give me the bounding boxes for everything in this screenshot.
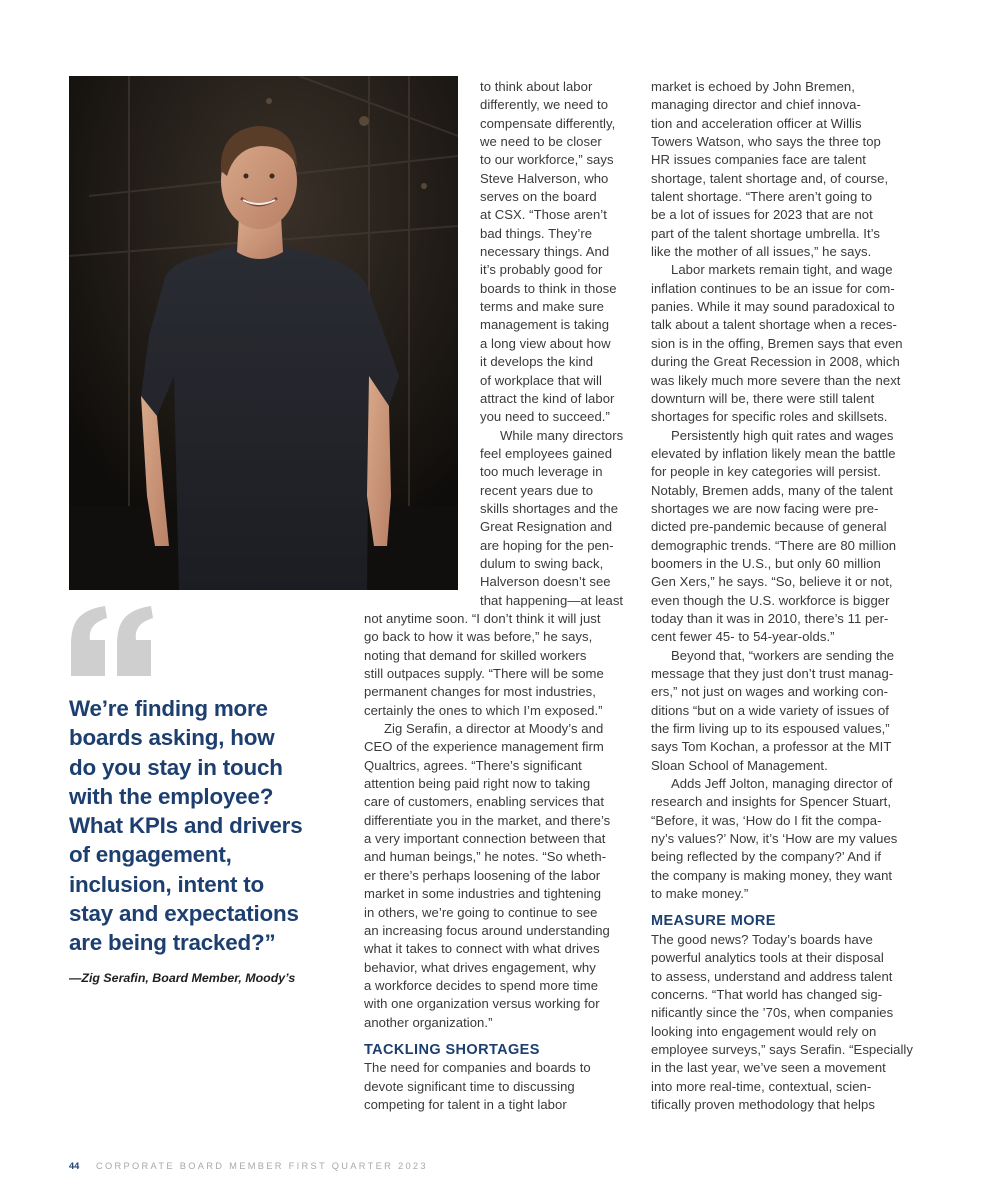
text-line: The need for companies and boards to	[364, 1060, 591, 1076]
text-line: permanent changes for most industries,	[364, 684, 596, 700]
text-line: bad things. They’re	[480, 225, 593, 241]
page-number: 44	[69, 1161, 80, 1171]
pull-quote-line: do you stay in touch	[69, 754, 283, 780]
text-line: Adds Jeff Jolton, managing director of	[671, 776, 893, 792]
text-line: boomers in the U.S., but only 60 million	[651, 555, 881, 571]
text-line: inflation continues to be an issue for com-	[651, 280, 895, 296]
text-line: research and insights for Spencer Stuart,	[651, 794, 892, 810]
text-line: it’s probably good for	[480, 262, 603, 278]
text-line: concerns. “That world has changed sig-	[651, 986, 883, 1002]
text-line: too much leverage in	[480, 464, 603, 480]
text-line: competing for talent in a tight labor	[364, 1096, 567, 1112]
text-line: and human beings,” he notes. “So wheth-	[364, 849, 607, 865]
text-line: the firm living up to its espoused values,”	[651, 721, 890, 737]
text-line: differently, we need to	[480, 97, 609, 113]
text-line: The good news? Today’s boards have	[651, 931, 873, 947]
text-line: says Tom Kochan, a professor at the MIT	[651, 739, 892, 755]
text-line: tifically proven methodology that helps	[651, 1096, 875, 1112]
text-line: was likely much more severe than the next	[651, 372, 901, 388]
text-line: that happening—at least	[480, 592, 624, 608]
subhead-measure-more: MEASURE MORE	[651, 913, 776, 930]
portrait-photo	[69, 76, 458, 590]
text-line: to make money.”	[651, 886, 749, 902]
text-line: Labor markets remain tight, and wage	[671, 262, 893, 278]
pull-quote-line: boards asking, how	[69, 725, 275, 751]
text-line: Sloan School of Management.	[651, 757, 828, 773]
text-line: behavior, what drives engagement, why	[364, 959, 596, 975]
text-line: Halverson doesn’t see	[480, 574, 611, 590]
portrait-illustration	[69, 76, 458, 590]
text-line: panies. While it may sound paradoxical to	[651, 299, 895, 315]
text-line: sion is in the offing, Bremen says that even	[651, 335, 903, 351]
text-line: during the Great Recession in 2008, which	[651, 354, 900, 370]
text-line: Steve Halverson, who	[480, 170, 609, 186]
text-line: shortage, talent shortage and, of course,	[651, 170, 889, 186]
text-line: talk about a talent shortage when a reces-	[651, 317, 897, 333]
text-line: to our workforce,” says	[480, 152, 614, 168]
article-column-narrow	[480, 78, 640, 610]
text-line: Qualtrics, agrees. “There’s significant	[364, 757, 582, 773]
text-line: today than it was in 2010, there’s 11 per-	[651, 610, 889, 626]
text-line: Persistently high quit rates and wages	[671, 427, 894, 443]
text-line: While many directors	[500, 427, 624, 443]
pull-quote-line: with the employee?	[69, 783, 274, 809]
text-line: skills shortages and the	[480, 500, 619, 516]
text-line: recent years due to	[480, 482, 594, 498]
text-line: into more real-time, contextual, scien-	[651, 1078, 872, 1094]
text-line: market is echoed by John Bremen,	[651, 79, 855, 94]
text-line: message that they just don’t trust manag-	[651, 666, 894, 681]
text-line: employee surveys,” says Serafin. “Especially	[651, 1041, 913, 1057]
publication-name: CORPORATE BOARD MEMBER FIRST QUARTER 2023	[95, 1161, 428, 1171]
text-line: Great Resignation and	[480, 519, 613, 535]
pull-quote-attribution: —Zig Serafin, Board Member, Moody’s	[69, 971, 296, 985]
text-line: looking into engagement would rely on	[651, 1023, 877, 1039]
text-line: certainly the ones to which I’m exposed.”	[364, 702, 603, 718]
text-line: Beyond that, “workers are sending the	[671, 647, 895, 663]
text-line: a very important connection between that	[364, 831, 606, 847]
quote-mark-icon	[67, 600, 157, 695]
text-line: ers,” not just on wages and working con-	[651, 684, 889, 700]
article-column-middle	[364, 610, 640, 1114]
pull-quote-line: What KPIs and drivers	[69, 813, 303, 839]
text-line: elevated by inflation likely mean the battle	[651, 445, 896, 461]
text-line: at CSX. “Those aren’t	[480, 207, 607, 223]
text-line: even though the U.S. workforce is bigger	[651, 592, 890, 608]
text-line: care of customers, enabling services that	[364, 794, 605, 810]
text-line: in others, we’re going to continue to see	[364, 904, 598, 920]
text-line: like the mother of all issues,” he says.	[651, 244, 872, 260]
text-line: a workforce decides to spend more time	[364, 977, 599, 993]
text-line: downturn will be, there were still talent	[651, 390, 875, 406]
text-line: dicted pre-pandemic because of general	[651, 519, 887, 535]
text-line: feel employees gained	[480, 445, 613, 461]
text-line: noting that demand for skilled workers	[364, 647, 587, 663]
text-line: to think about labor	[480, 79, 593, 94]
pull-quote-line: stay and expectations	[69, 901, 299, 927]
text-line: managing director and chief innova-	[651, 97, 861, 113]
pull-quote	[69, 694, 339, 958]
pull-quote-line: of engagement,	[69, 842, 232, 868]
text-line: Notably, Bremen adds, many of the talent	[651, 482, 893, 498]
text-line: attract the kind of labor	[480, 390, 615, 406]
text-line: boards to think in those	[480, 280, 617, 296]
text-line: shortages for specific roles and skillsets.	[651, 409, 888, 425]
pull-quote-line: inclusion, intent to	[69, 871, 265, 897]
text-line: Gen Xers,” he says. “So, believe it or not,	[651, 574, 893, 590]
pull-quote-line: are being tracked?”	[69, 930, 276, 956]
text-line: Zig Serafin, a director at Moody’s and	[384, 721, 604, 737]
text-line: ditions “but on a wide variety of issues of	[651, 702, 889, 718]
text-line: what it takes to connect with what drives	[364, 941, 600, 957]
text-line: with one organization versus working for	[364, 996, 600, 1012]
text-line: devote significant time to discussing	[364, 1078, 575, 1094]
text-line: terms and make sure	[480, 299, 604, 315]
text-line: market in some industries and tightening	[364, 886, 602, 902]
text-line: we need to be closer	[480, 134, 602, 150]
text-line: not anytime soon. “I don’t think it will just	[364, 611, 601, 626]
text-line: the company is making money, they want	[651, 867, 893, 883]
text-line: be a lot of issues for 2023 that are not	[651, 207, 873, 223]
text-line: management is taking	[480, 317, 610, 333]
text-line: it develops the kind	[480, 354, 594, 370]
text-line: another organization.”	[364, 1014, 493, 1030]
text-line: powerful analytics tools at their disposal	[651, 950, 884, 966]
article-column-right	[651, 78, 931, 1114]
text-line: part of the talent shortage umbrella. It’s	[651, 225, 880, 241]
text-line: ny’s values?’ Now, it’s ‘How are my values	[651, 831, 898, 847]
text-line: to assess, understand and address talent	[651, 968, 893, 984]
text-line: necessary things. And	[480, 244, 610, 260]
text-line: er there’s perhaps loosening of the labor	[364, 867, 601, 883]
text-line: CEO of the experience management firm	[364, 739, 604, 755]
subhead-tackling-shortages: TACKLING SHORTAGES	[364, 1041, 540, 1058]
text-line: of workplace that will	[480, 372, 602, 388]
text-line: tion and acceleration officer at Willis	[651, 115, 862, 131]
text-line: “Before, it was, ‘How do I fit the compa-	[651, 812, 882, 828]
text-line: differentiate you in the market, and there’s	[364, 812, 611, 828]
text-line: attention being paid right now to taking	[364, 776, 591, 792]
text-line: shortages we are now facing were pre-	[651, 500, 879, 516]
text-line: you need to succeed.”	[480, 409, 610, 425]
text-line: HR issues companies face are talent	[651, 152, 866, 168]
text-line: dulum to swing back,	[480, 555, 604, 571]
text-line: in the last year, we’ve seen a movement	[651, 1060, 886, 1076]
pull-quote-line: We’re finding more	[69, 696, 268, 721]
text-line: demographic trends. “There are 80 million	[651, 537, 897, 553]
text-line: talent shortage. “There aren’t going to	[651, 189, 873, 205]
text-line: serves on the board	[480, 189, 597, 205]
text-line: are hoping for the pen-	[480, 537, 614, 553]
text-line: cent fewer 45- to 54-year-olds.”	[651, 629, 835, 645]
text-line: compensate differently,	[480, 115, 616, 131]
text-line: still outpaces supply. “There will be some	[364, 666, 604, 682]
text-line: go back to how it was before,” he says,	[364, 629, 593, 645]
text-line: for people in key categories will persist.	[651, 464, 881, 480]
text-line: Towers Watson, who says the three top	[651, 134, 881, 150]
page-footer	[69, 1161, 428, 1171]
text-line: a long view about how	[480, 335, 611, 351]
text-line: being reflected by the company?’ And if	[651, 849, 882, 865]
text-line: nificantly since the ’70s, when companies	[651, 1005, 894, 1021]
text-line: an increasing focus around understanding	[364, 922, 610, 938]
